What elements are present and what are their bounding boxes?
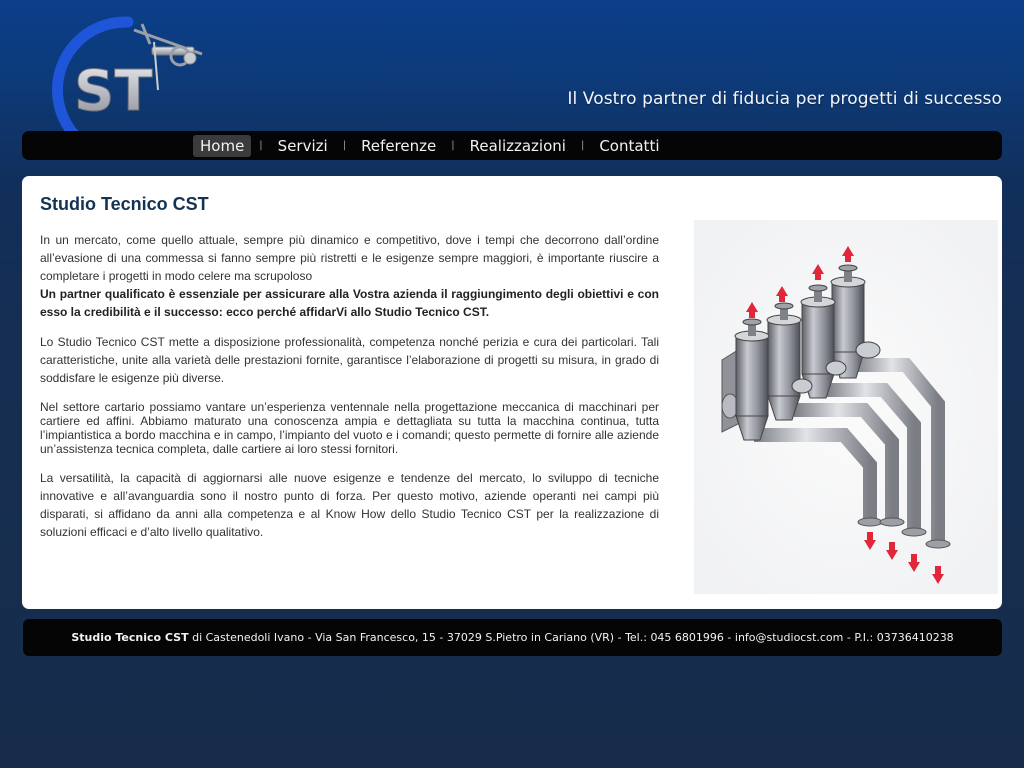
nav-realizzazioni[interactable]: Realizzazioni: [469, 136, 566, 155]
tagline: Il Vostro partner di fiducia per progetti di successo: [567, 89, 1002, 109]
nav-separator: |: [580, 140, 585, 151]
footer-details: di Castenedoli Ivano - Via San Francesco, 15 - 37029 S.Pietro in Cariano (VR) - Tel.: 045 6801996 - info@studiocst.com - P.I.: 03736410238: [188, 631, 954, 644]
nav-separator: |: [451, 140, 455, 151]
main-navbar: [22, 131, 1002, 160]
intro-paragraph-bold: Un partner qualificato è essenziale per assicurare alla Vostra azienda il raggiungimento degli obiettivi e con esso la credibilità e il successo: ecco perché affidarVi allo Studio Tecnico CST.: [40, 287, 659, 319]
logo-letters: ST: [74, 59, 153, 124]
cyclone-1: [735, 319, 769, 440]
intro-paragraph-text: In un mercato, come quello attuale, sempre più dinamico e competitivo, dove i tempi che decorrono dall’ordine all’evasione di una commessa si fanno sempre più ristretti e le esigenze sempre maggiori, è importante riuscire a completare i progetti in modo celere ma scrupoloso: [40, 233, 659, 283]
versatility-paragraph: La versatilità, la capacità di aggiornarsi alle nuove esigenze e tendenze del mercato, lo sviluppo di tecniche innovative e all’avanguardia sono il nostro punto di forza. Per questo motivo, aziende operanti nei campi più disparati, si affidano da anni alla competenza e al Know How dello Studio Tecnico CST per la realizzazione di soluzioni efficaci e d’alto livello qualitativo.: [40, 471, 659, 539]
nav-separator: |: [342, 140, 347, 151]
cyclone-separator-machine-icon: [694, 220, 998, 594]
nav-referenze[interactable]: Referenze: [361, 136, 437, 155]
content-panel: [22, 176, 1002, 609]
footer-bar: [23, 619, 1002, 656]
page-title: Studio Tecnico CST: [40, 194, 209, 214]
nav-home[interactable]: Home: [193, 135, 251, 157]
nav-separator: |: [259, 140, 263, 151]
machine-illustration: [694, 220, 998, 594]
nav-contatti[interactable]: Contatti: [599, 136, 660, 155]
paper-industry-paragraph: Nel settore cartario possiamo vantare un’esperienza ventennale nella progettazione meccanica di macchinari per cartiere ed affini. Abbiamo maturato una conoscenza ampia e dettagliata su tutta la macchina continua, tutta l’impiantistica a bordo macchina e in campo, l’impianto del vuoto e i comandi; questo permette di fornire alle aziende un’assistenza tecnica completa, dalle cartiere ai loro stessi fornitori.: [40, 400, 659, 456]
cyclone-2: [767, 303, 801, 420]
nav-servizi[interactable]: Servizi: [277, 136, 328, 155]
intro-text: [40, 231, 659, 554]
footer-text: [71, 631, 953, 644]
professionalism-paragraph: Lo Studio Tecnico CST mette a disposizione professionalità, competenza nonché perizia e cura dei particolari. Tali caratteristiche, unite alla varietà delle prestazioni fornite, garantisce l’elaborazione di progetti su misura, in grado di soddisfare le esigenze più diverse.: [40, 335, 659, 385]
intro-paragraph: [40, 231, 659, 321]
footer-company: Studio Tecnico CST: [71, 631, 189, 644]
nav-menu: [193, 134, 667, 157]
